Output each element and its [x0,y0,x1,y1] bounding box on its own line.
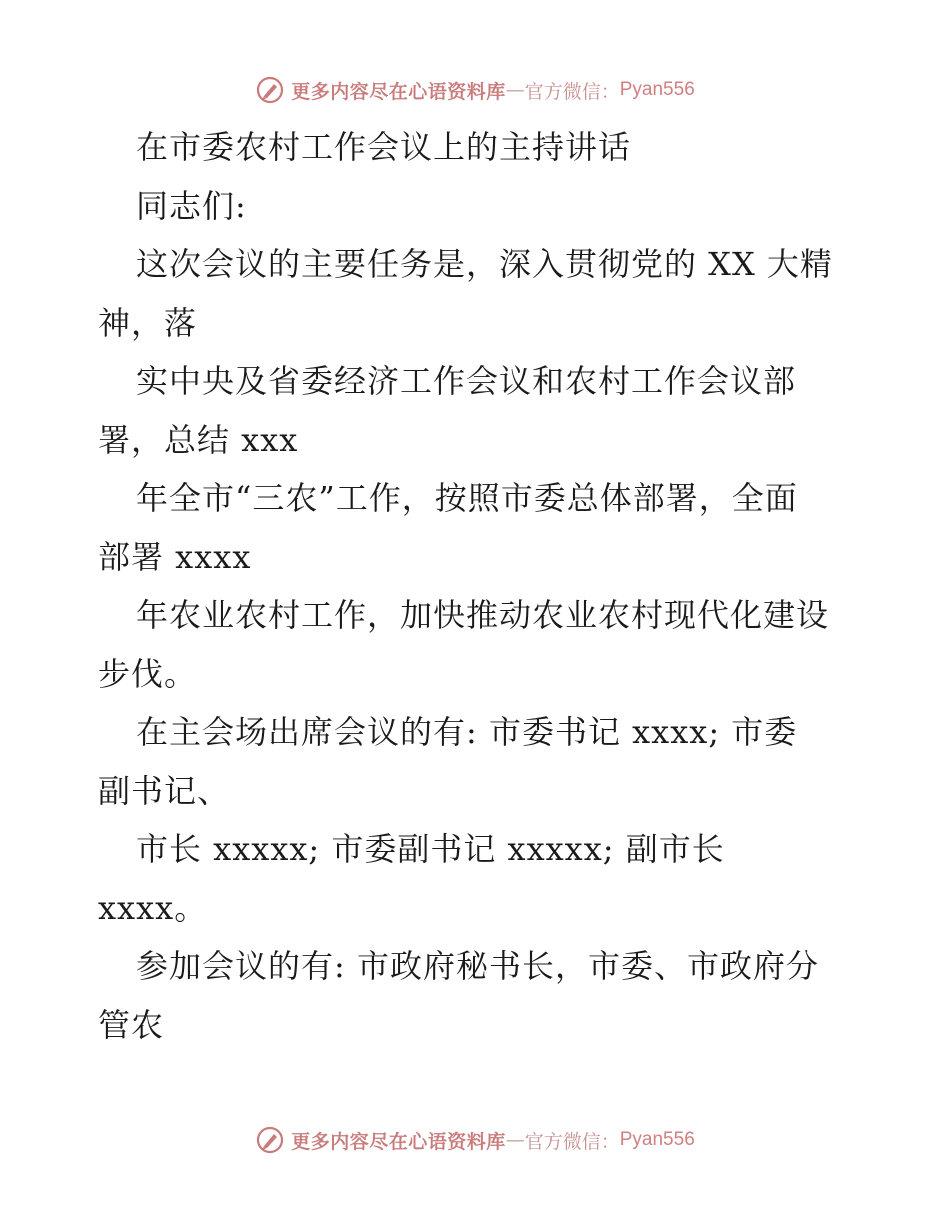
paragraph-line: 神，落 [98,303,198,342]
pen-nib-logo-icon [255,75,285,105]
paragraph-line: 年农业农村工作，加快推动农业农村现代化建设 [136,596,830,634]
watermark-sub-text: 官方微信： [524,80,620,103]
paragraph-line: 年全市“三农”工作，按照市委总体部署，全面 [136,479,798,517]
paragraph-line: 在主会场出席会议的有: 市委书记 xxxx; 市委 [136,713,798,751]
paragraph-line: xxxx。 [98,888,208,927]
paragraph-line: 市长 xxxxx; 市委副书记 xxxxx; 副市长 [136,830,725,868]
watermark-separator: — [505,1129,525,1151]
salutation: 同志们: [136,186,247,225]
watermark-main-text: 更多内容尽在心语资料库 [291,80,506,103]
paragraph-line: 实中央及省委经济工作会议和农村工作会议部 [136,362,797,400]
paragraph-line: 参加会议的有: 市政府秘书长，市委、市政府分 [136,947,819,985]
paragraph-line: 管农 [98,1005,165,1044]
watermark-id: Pyan556 [619,79,695,100]
paragraph-line: 部署 xxxx [98,537,252,576]
watermark-separator: — [505,79,525,101]
watermark-sub-text: 官方微信： [524,1130,620,1153]
paragraph-line: 步伐。 [98,654,198,693]
document-title: 在市委农村工作会议上的主持讲话 [136,128,632,166]
footer-watermark [0,1120,950,1160]
document-body [98,118,858,1054]
pen-nib-logo-icon [255,1125,285,1155]
paragraph-line: 署，总结 xxx [98,420,299,459]
paragraph-line: 副书记、 [98,771,231,810]
header-watermark [0,70,950,110]
paragraph-line: 这次会议的主要任务是，深入贯彻党的 XX 大精 [136,245,833,283]
watermark-main-text: 更多内容尽在心语资料库 [291,1130,506,1153]
watermark-id: Pyan556 [619,1129,695,1150]
